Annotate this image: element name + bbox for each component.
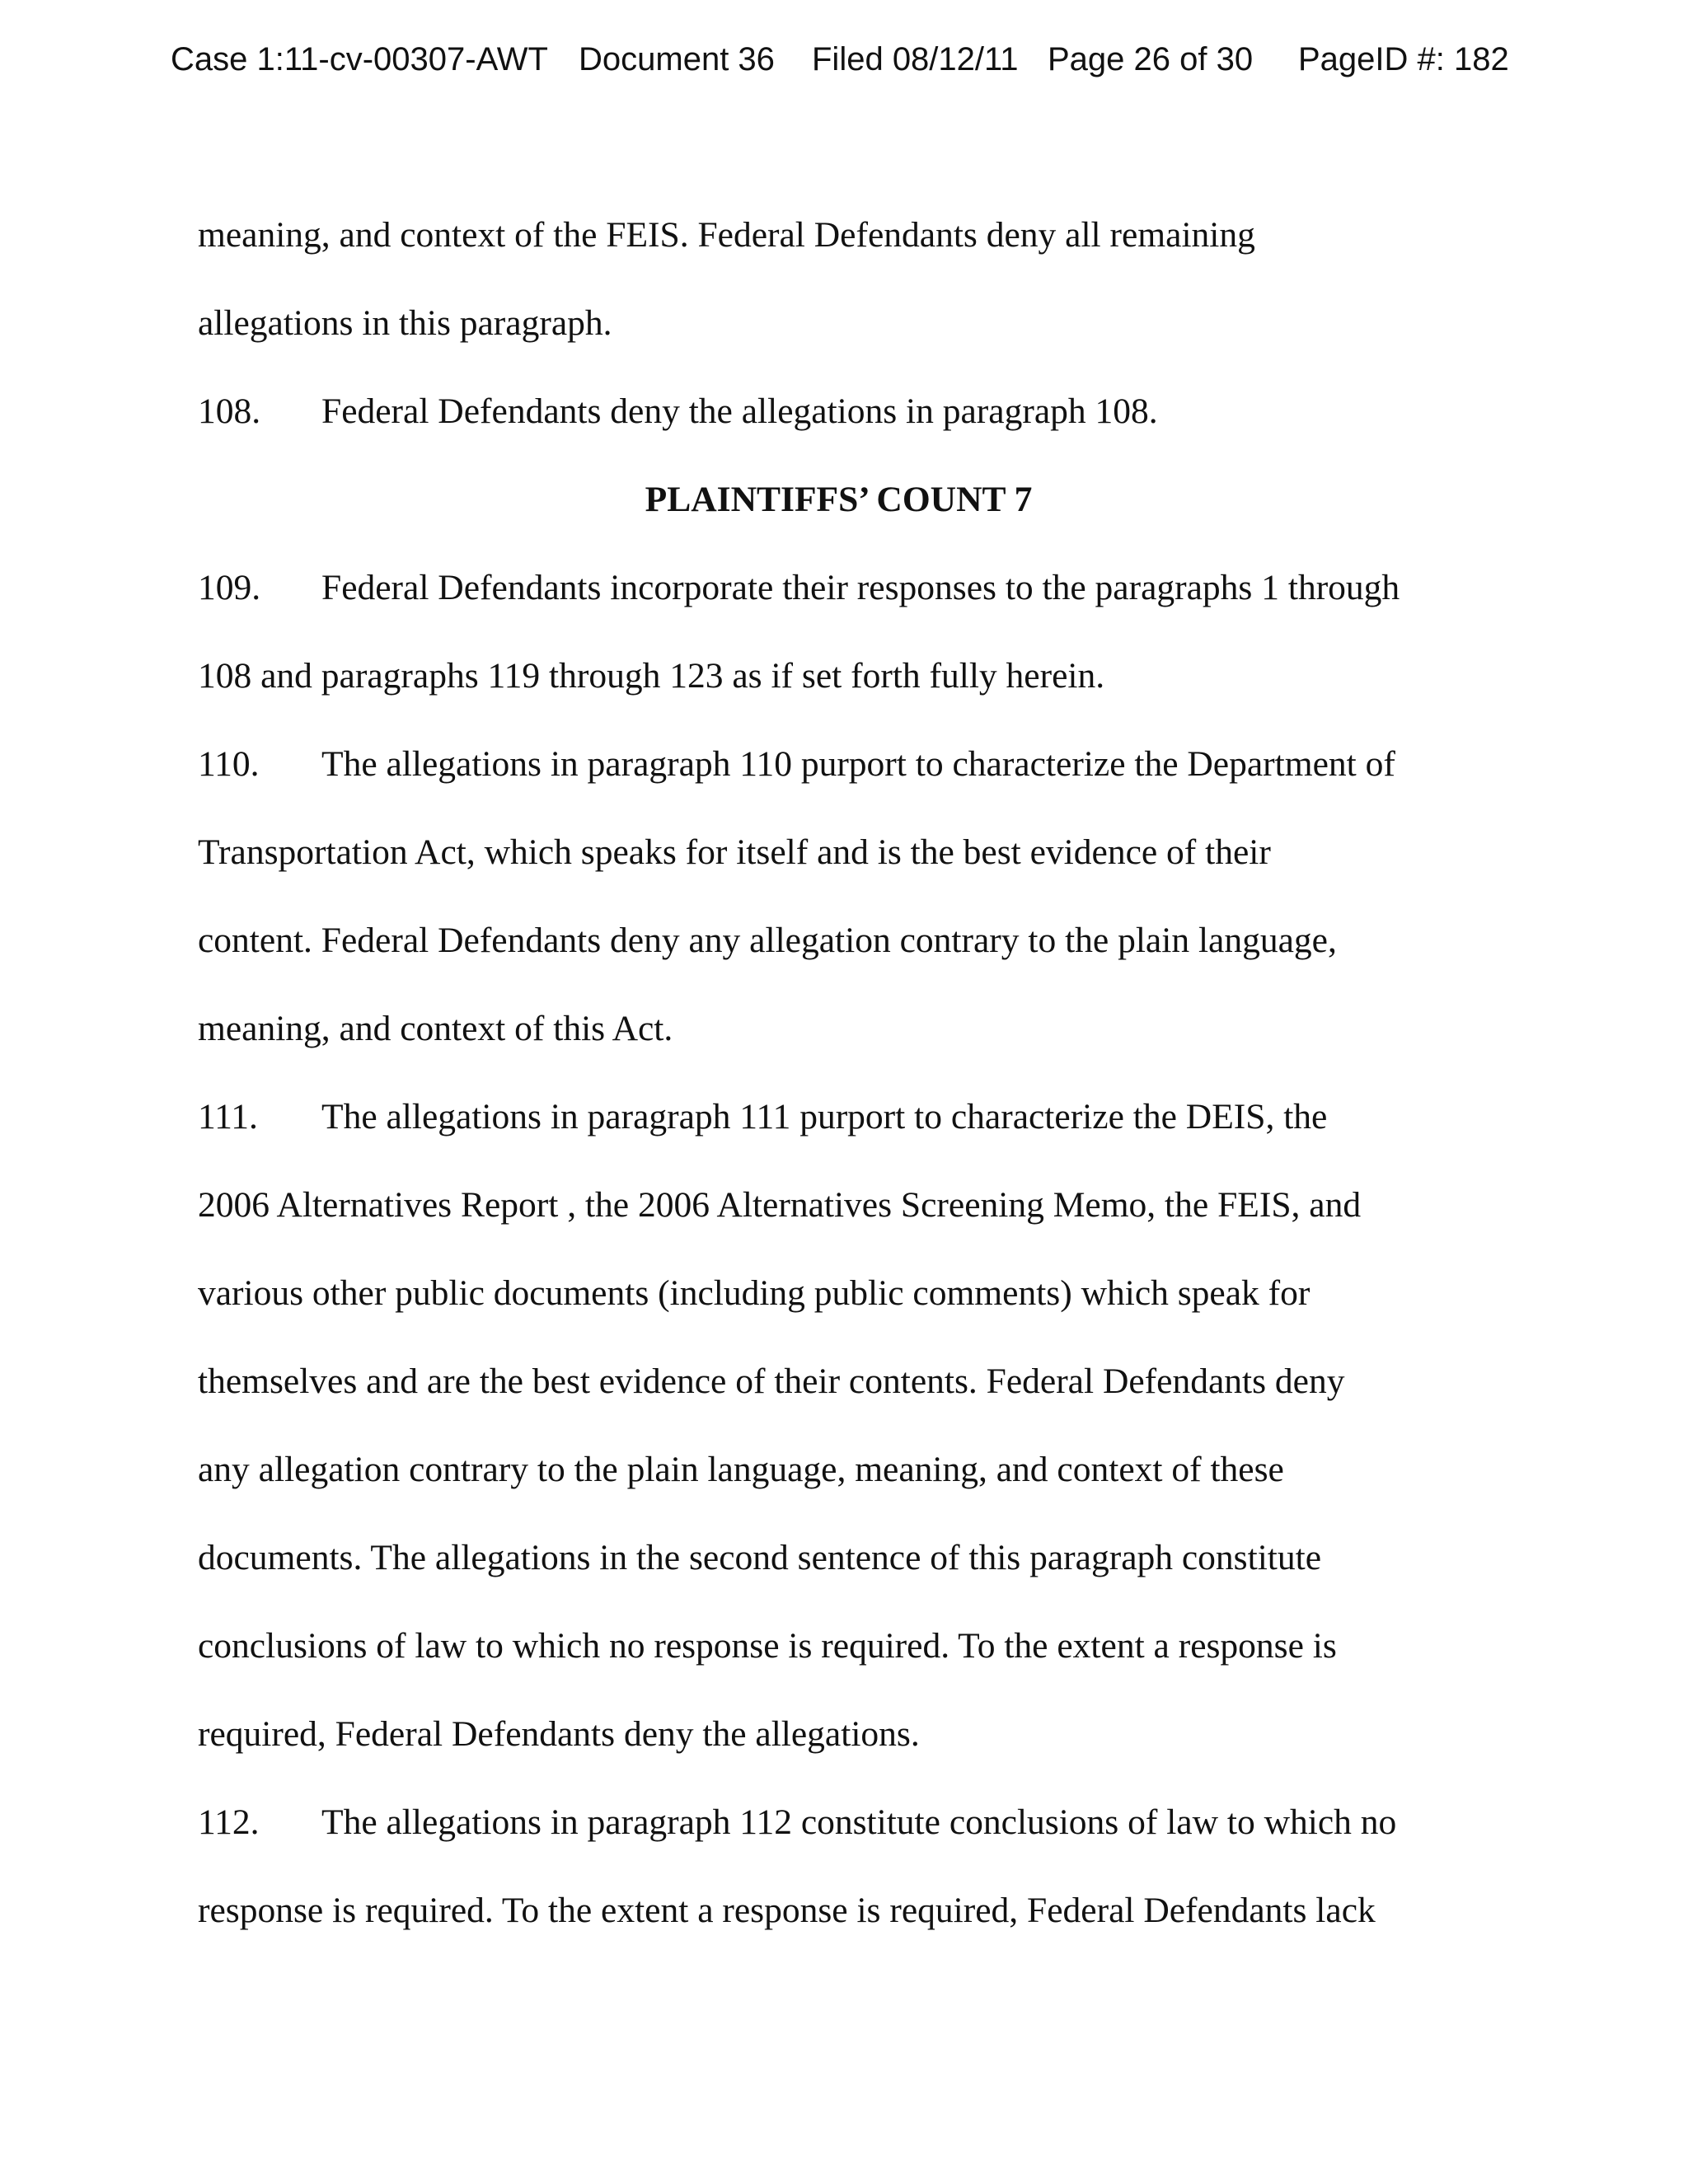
paragraph-number: 108. xyxy=(198,391,261,431)
paragraph-108 xyxy=(198,368,1500,456)
text-line: themselves and are the best evidence of their contents. Federal Defendants deny xyxy=(198,1361,1345,1401)
text-line: conclusions of law to which no response is required. To the extent a response is xyxy=(198,1626,1337,1666)
document-body xyxy=(198,191,1500,1955)
paragraph-110 xyxy=(198,720,1500,808)
paragraph-number: 109. xyxy=(198,568,261,607)
text-line: various other public documents (including public comments) which speak for xyxy=(198,1273,1311,1313)
text-line: Transportation Act, which speaks for itself and is the best evidence of their xyxy=(198,832,1271,872)
paragraph-number: 111. xyxy=(198,1097,258,1137)
text-line: 2006 Alternatives Report , the 2006 Alternatives Screening Memo, the FEIS, and xyxy=(198,1185,1362,1225)
text-line: documents. The allegations in the second sentence of this paragraph constitute xyxy=(198,1538,1322,1577)
paragraph-112 xyxy=(198,1779,1500,1867)
section-heading: PLAINTIFFS’ COUNT 7 xyxy=(645,480,1033,519)
page-number: Page 26 of 30 xyxy=(1048,41,1254,77)
paragraph-109 xyxy=(198,544,1500,632)
text-line: meaning, and context of this Act. xyxy=(198,1009,673,1048)
text-line: meaning, and context of the FEIS. Federal Defendants deny all remaining xyxy=(198,215,1255,255)
document-number: Document 36 xyxy=(579,41,775,77)
paragraph-text: The allegations in paragraph 112 constitute conclusions of law to which no xyxy=(321,1802,1397,1842)
text-line: 108 and paragraphs 119 through 123 as if set forth fully herein. xyxy=(198,656,1105,696)
text-line: any allegation contrary to the plain language, meaning, and context of these xyxy=(198,1450,1284,1489)
filed-date: Filed 08/12/11 xyxy=(812,41,1019,77)
paragraph-text: Federal Defendants deny the allegations in paragraph 108. xyxy=(321,391,1158,431)
text-line: allegations in this paragraph. xyxy=(198,303,612,343)
text-line: required, Federal Defendants deny the allegations. xyxy=(198,1714,920,1754)
paragraph-111 xyxy=(198,1073,1500,1161)
page-id: PageID #: 182 xyxy=(1298,41,1509,77)
paragraph-text: The allegations in paragraph 111 purport to characterize the DEIS, the xyxy=(321,1097,1328,1137)
text-line: content. Federal Defendants deny any allegation contrary to the plain language, xyxy=(198,921,1337,960)
paragraph-number: 110. xyxy=(198,744,260,784)
case-number: Case 1:11-cv-00307-AWT xyxy=(171,41,548,77)
paragraph-number: 112. xyxy=(198,1802,260,1842)
paragraph-text: The allegations in paragraph 110 purport to characterize the Department of xyxy=(321,744,1395,784)
paragraph-text: Federal Defendants incorporate their responses to the paragraphs 1 through xyxy=(321,568,1400,607)
text-line: response is required. To the extent a response is required, Federal Defendants lack xyxy=(198,1891,1376,1930)
